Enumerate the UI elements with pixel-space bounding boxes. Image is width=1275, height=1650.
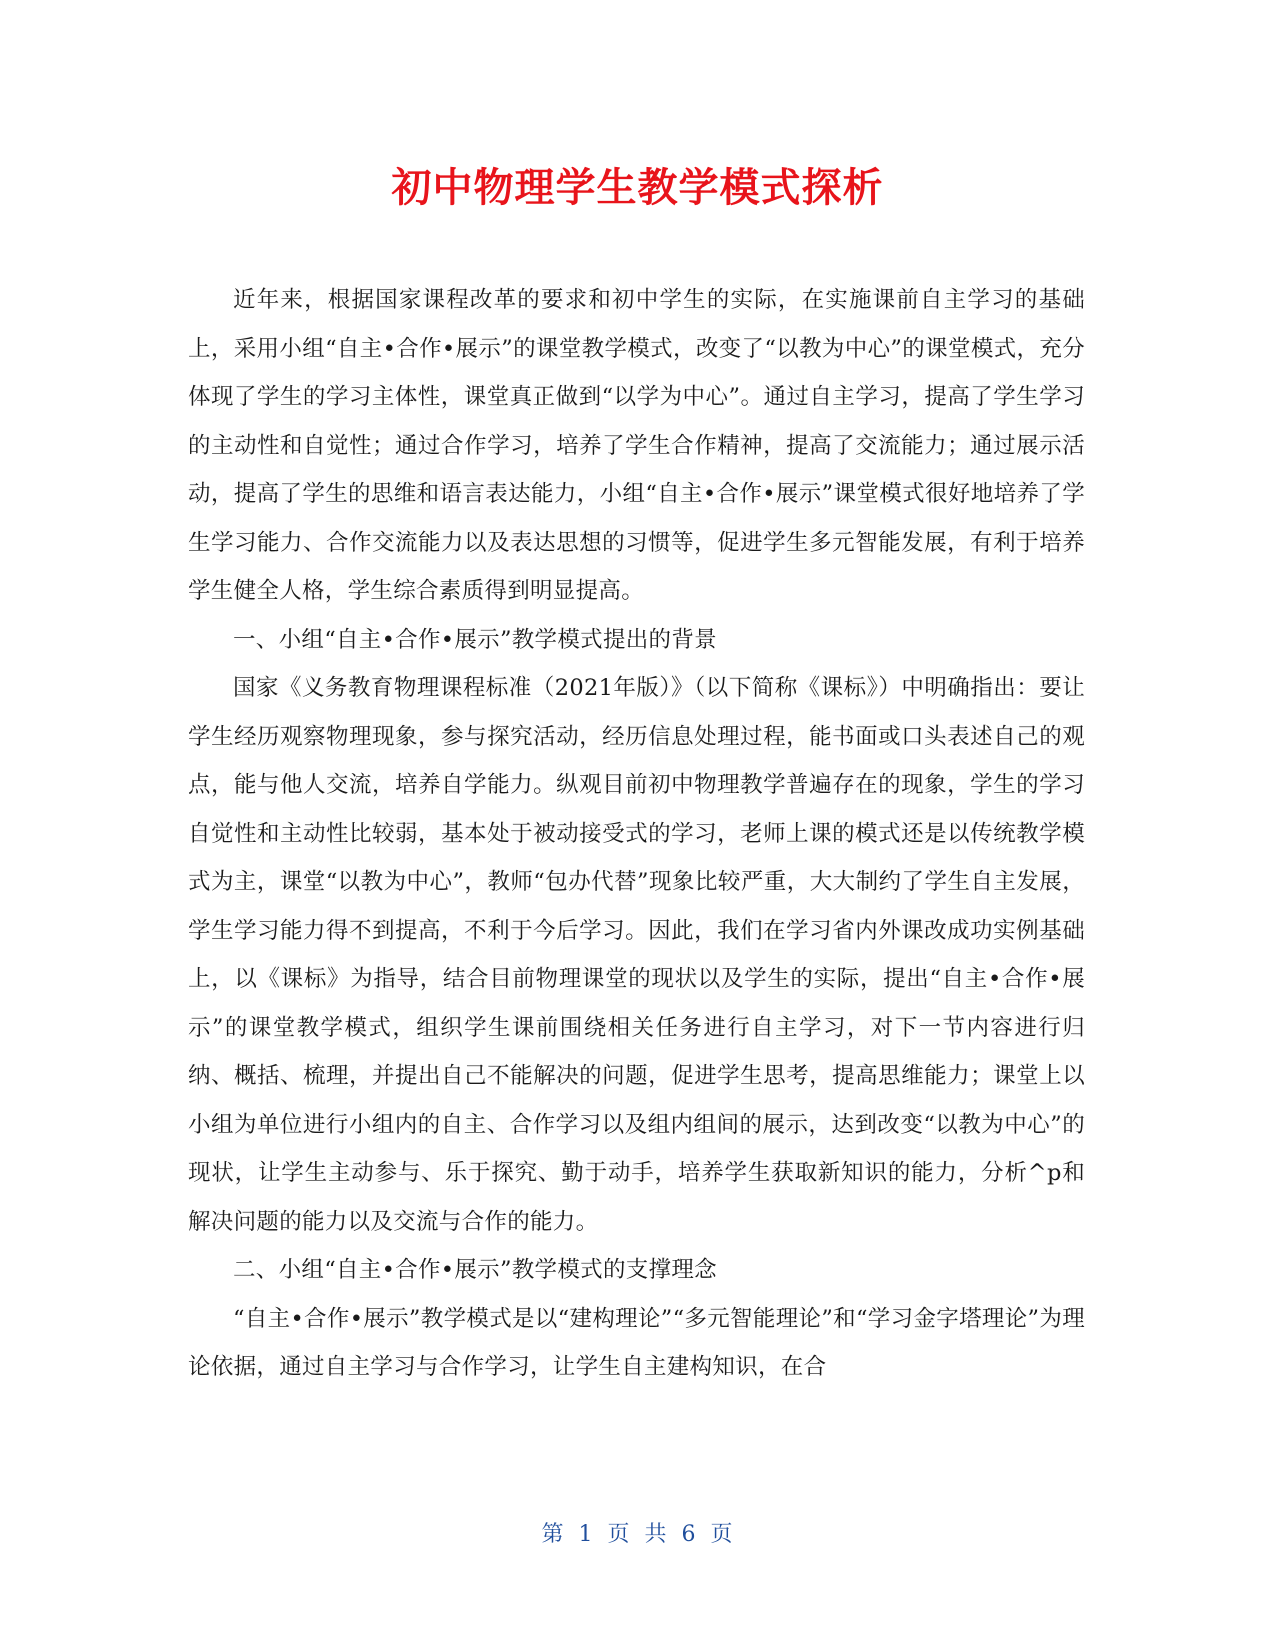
- paragraph-background: 国家《义务教育物理课程标准（2021年版）》（以下简称《课标》）中明确指出：要让学生经历观察物理现象，参与探究活动，经历信息处理过程，能书面或口头表述自己的观点，能与他人交流，培养自学能力。纵观目前初中物理教学普遍存在的现象，学生的学习自觉性和主动性比较弱，基本处于被动接受式的学习，老师上课的模式还是以传统教学模式为主，课堂“以教为中心”，教师“包办代替”现象比较严重，大大制约了学生自主发展，学生学习能力得不到提高，不利于今后学习。因此，我们在学习省内外课改成功实例基础上，以《课标》为指导，结合目前物理课堂的现状以及学生的实际，提出“自主•合作•展示”的课堂教学模式，组织学生课前围绕相关任务进行自主学习，对下一节内容进行归纳、概括、梳理，并提出自己不能解决的问题，促进学生思考，提高思维能力；课堂上以小组为单位进行小组内的自主、合作学习以及组内组间的展示，达到改变“以教为中心”的现状，让学生主动参与、乐于探究、勤于动手，培养学生获取新知识的能力，分析^p和解决问题的能力以及交流与合作的能力。: [188, 675, 1085, 1235]
- section-heading-1: 一、小组“自主•合作•展示”教学模式提出的背景: [233, 626, 717, 653]
- document-title: 初中物理学生教学模式探析: [391, 165, 884, 211]
- document-body: [188, 276, 1085, 1392]
- page-footer: 第 1 页 共 6 页: [541, 1522, 734, 1547]
- paragraph-theory: “自主•合作•展示”教学模式是以“建构理论”“多元智能理论”和“学习金字塔理论”为理论依据，通过自主学习与合作学习，让学生自主建构知识，在合: [188, 1305, 1085, 1380]
- section-heading-2: 二、小组“自主•合作•展示”教学模式的支撑理念: [233, 1257, 717, 1283]
- paragraph-intro: 近年来，根据国家课程改革的要求和初中学生的实际，在实施课前自主学习的基础上，采用小组“自主•合作•展示”的课堂教学模式，改变了“以教为中心”的课堂模式，充分体现了学生的学习主体性，课堂真正做到“以学为中心”。通过自主学习，提高了学生学习的主动性和自觉性；通过合作学习，培养了学生合作精神，提高了交流能力；通过展示活动，提高了学生的思维和语言表达能力，小组“自主•合作•展示”课堂模式很好地培养了学生学习能力、合作交流能力以及表达思想的习惯等，促进学生多元智能发展，有利于培养学生健全人格，学生综合素质得到明显提高。: [188, 287, 1085, 604]
